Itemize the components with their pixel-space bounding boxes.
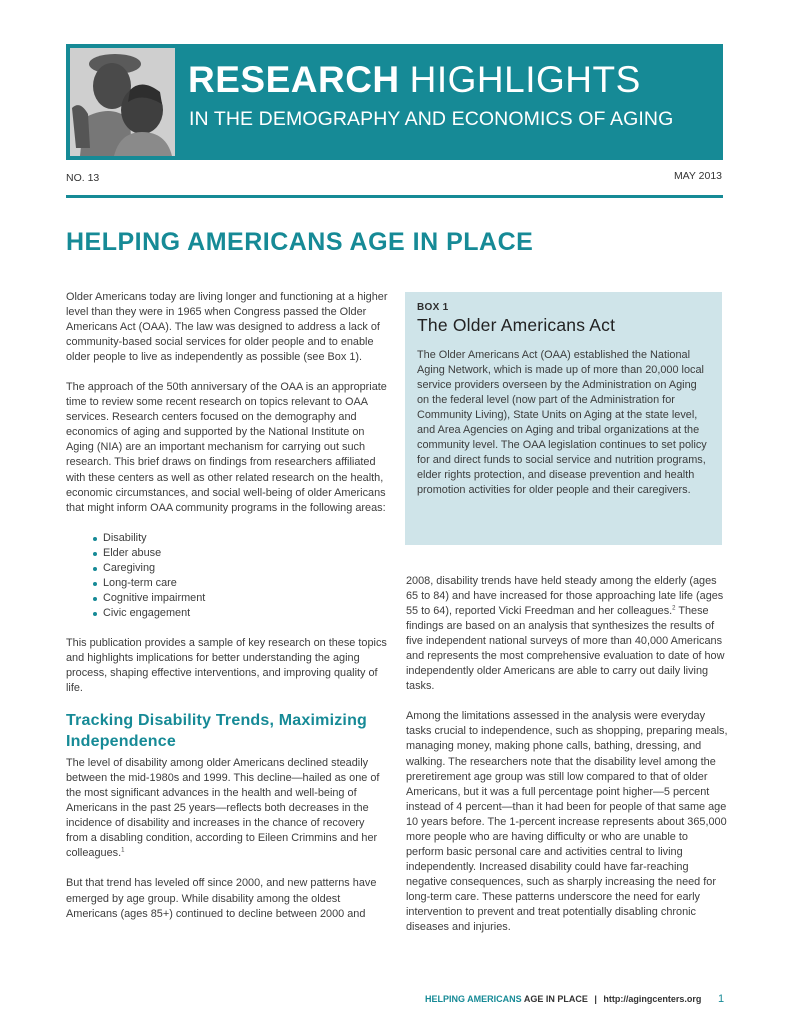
header-divider — [66, 195, 723, 198]
list-item: Disability — [93, 531, 388, 546]
page-title: HELPING AMERICANS AGE IN PLACE — [66, 228, 534, 256]
right-paragraph-1-text: 2008, disability trends have held steady among the elderly (ages 65 to 84) and have increased for those approaching late life (ages 55 to 64), reported Vicki Freedman and her colleagues. — [406, 575, 724, 618]
section-paragraph-1 — [66, 756, 388, 861]
sidebar-box — [405, 292, 722, 545]
section-paragraph-1-text: The level of disability among older Americans declined steadily between the mid-1980s and 1999. This decline—hailed as one of the most significant advances in the health and well-being of Americans in the past 25 years—reflects both decreases in the incidence of disability and increases in the chance of recovery from a disabling condition, according to Eileen Crimmins and her colleagues. — [66, 757, 380, 860]
list-item: Civic engagement — [93, 606, 388, 621]
photo-couple-icon — [70, 48, 175, 156]
masthead-title — [188, 58, 641, 102]
list-item: Elder abuse — [93, 546, 388, 561]
footnote-ref-1[interactable]: 1 — [121, 847, 125, 854]
page-number: 1 — [717, 993, 725, 1005]
intro-paragraph-3: This publication provides a sample of key research on these topics and highlights implications for better understanding the aging process, shaping effective interventions, and improving quality of life. — [66, 636, 387, 695]
right-column — [406, 574, 728, 950]
list-item: Cognitive impairment — [93, 591, 388, 606]
footer-title-accent: HELPING AMERICANS — [425, 994, 522, 1004]
intro-paragraph-2: The approach of the 50th anniversary of the OAA is an appropriate time to review some recent research on topics relevant to OAA services. Research centers focused on the demography and economics of aging and supported by the National Institute on Aging (NIA) are an important mechanism for carrying out such research. This brief draws on findings from researchers affiliated with these centers as well as other related research on the health, economic circumstances, and social well-being of older Americans that might inform OAA community programs in the following areas: — [66, 381, 387, 514]
issue-number: NO. 13 — [66, 172, 100, 184]
right-paragraph-1 — [406, 574, 728, 694]
footnote-ref-2[interactable]: 2 — [672, 605, 676, 612]
box-title: The Older Americans Act — [417, 315, 616, 335]
box-label: BOX 1 — [417, 302, 449, 313]
intro-paragraph-1: Older Americans today are living longer and functioning at a higher level than they were in 1965 when Congress passed the Older Americans Act (OAA). The law was designed to address a lack of community-based social services for older people and to enable older people to live as independently as possible (see Box 1). — [66, 291, 388, 364]
list-item: Caregiving — [93, 561, 388, 576]
right-paragraph-1-continued: These findings are based on an analysis that synthesizes the results of five independent national surveys of more than 40,000 Americans and represents the most comprehensive evaluation to date of how independently older Americans are able to carry out daily living tasks. — [406, 605, 725, 693]
left-column — [66, 290, 388, 937]
box-text: The Older Americans Act (OAA) established the National Aging Network, which is made up of more than 20,000 local service providers overseen by the Administration on Aging on the federal level (now part of the Administration for Community Living), State Units on Aging at the state level, and Area Agencies on Aging and tribal organizations at the community level. The OAA legislation continues to set policy for and direct funds to social service and nutrition programs, elder rights protection, and disease prevention and health promotion activities for older people and their caregivers. — [417, 349, 707, 497]
research-areas-list — [93, 531, 388, 621]
masthead-subtitle: IN THE DEMOGRAPHY AND ECONOMICS OF AGING — [189, 108, 674, 130]
masthead-banner — [66, 44, 723, 160]
cover-photo — [70, 48, 175, 156]
right-paragraph-2: Among the limitations assessed in the analysis were everyday tasks crucial to independence, such as shopping, preparing meals, managing money, making phone calls, bathing, dressing, and walking. The researchers note that the disability level among the preretirement age group was still low compared to that of older Americans, but it was a full percentage point higher—5 percent instead of 4 percent—than it had been for people of that same age 10 years before. The 1-percent increase represents about 365,000 more people who are having difficulty or who are unable to perform basic personal care and activities central to living independently. Increased disability could have far-reaching negative consequences, such as sharply increasing the need for long-term care. These patterns underscore the need for early intervention to prevent and treat potentially disabling chronic diseases and injuries. — [406, 710, 728, 934]
section-heading: Tracking Disability Trends, Maximizing Independence — [66, 712, 368, 751]
masthead-title-bold: RESEARCH — [188, 59, 400, 100]
page-footer — [425, 993, 724, 1005]
masthead-title-light: HIGHLIGHTS — [409, 59, 641, 100]
footer-title-rest: AGE IN PLACE — [523, 994, 588, 1004]
list-item: Long-term care — [93, 576, 388, 591]
section-paragraph-2: But that trend has leveled off since 2000, and new patterns have emerged by age group. While disability among the oldest Americans (ages 85+) continued to decline between 2000 and — [66, 877, 377, 920]
footer-url-link[interactable]: http://agingcenters.org — [603, 994, 702, 1004]
issue-date: MAY 2013 — [673, 170, 722, 182]
footer-separator: | — [594, 994, 597, 1004]
